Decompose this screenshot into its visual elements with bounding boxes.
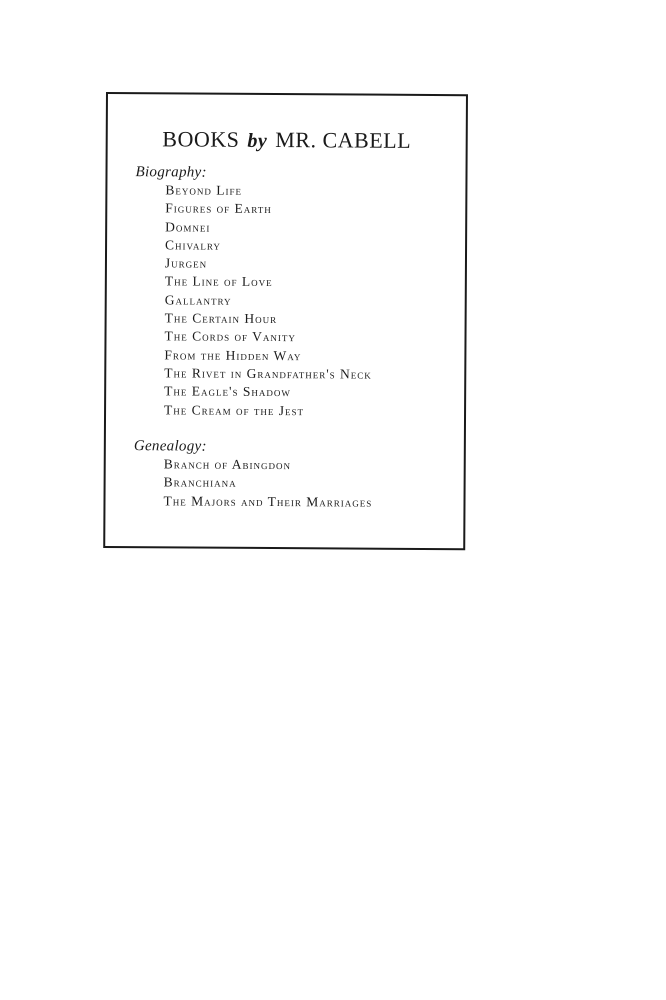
list-item: From the Hidden Way <box>164 347 302 363</box>
title-main: BOOKS <box>162 126 240 152</box>
list-item: The Cream of the Jest <box>164 401 305 418</box>
book-list-frame <box>103 92 468 550</box>
biography-list <box>164 181 373 420</box>
list-item: The Certain Hour <box>164 310 278 327</box>
list-item: Branch of Abingdon <box>163 456 292 473</box>
list-item: Chivalry <box>165 237 221 253</box>
title-author: MR. CABELL <box>275 127 412 153</box>
genealogy-list <box>163 455 372 511</box>
list-item: Beyond Life <box>165 182 243 198</box>
list-item: The Rivet in Grandfather's Neck <box>164 365 372 382</box>
list-item: Gallantry <box>164 292 232 308</box>
genealogy-heading: Genealogy: <box>133 438 207 455</box>
list-item: Domnei <box>165 218 211 235</box>
page-title <box>108 126 466 154</box>
list-item: Figures of Earth <box>165 200 272 217</box>
biography-heading: Biography: <box>135 164 207 181</box>
list-item: The Eagle's Shadow <box>164 383 291 400</box>
title-by: by <box>247 129 268 152</box>
list-item: The Line of Love <box>164 273 273 290</box>
list-item: The Cords of Vanity <box>164 328 296 345</box>
list-item: The Majors and Their Marriages <box>163 492 373 510</box>
list-item: Branchiana <box>163 474 237 491</box>
list-item: Jurgen <box>164 255 208 271</box>
